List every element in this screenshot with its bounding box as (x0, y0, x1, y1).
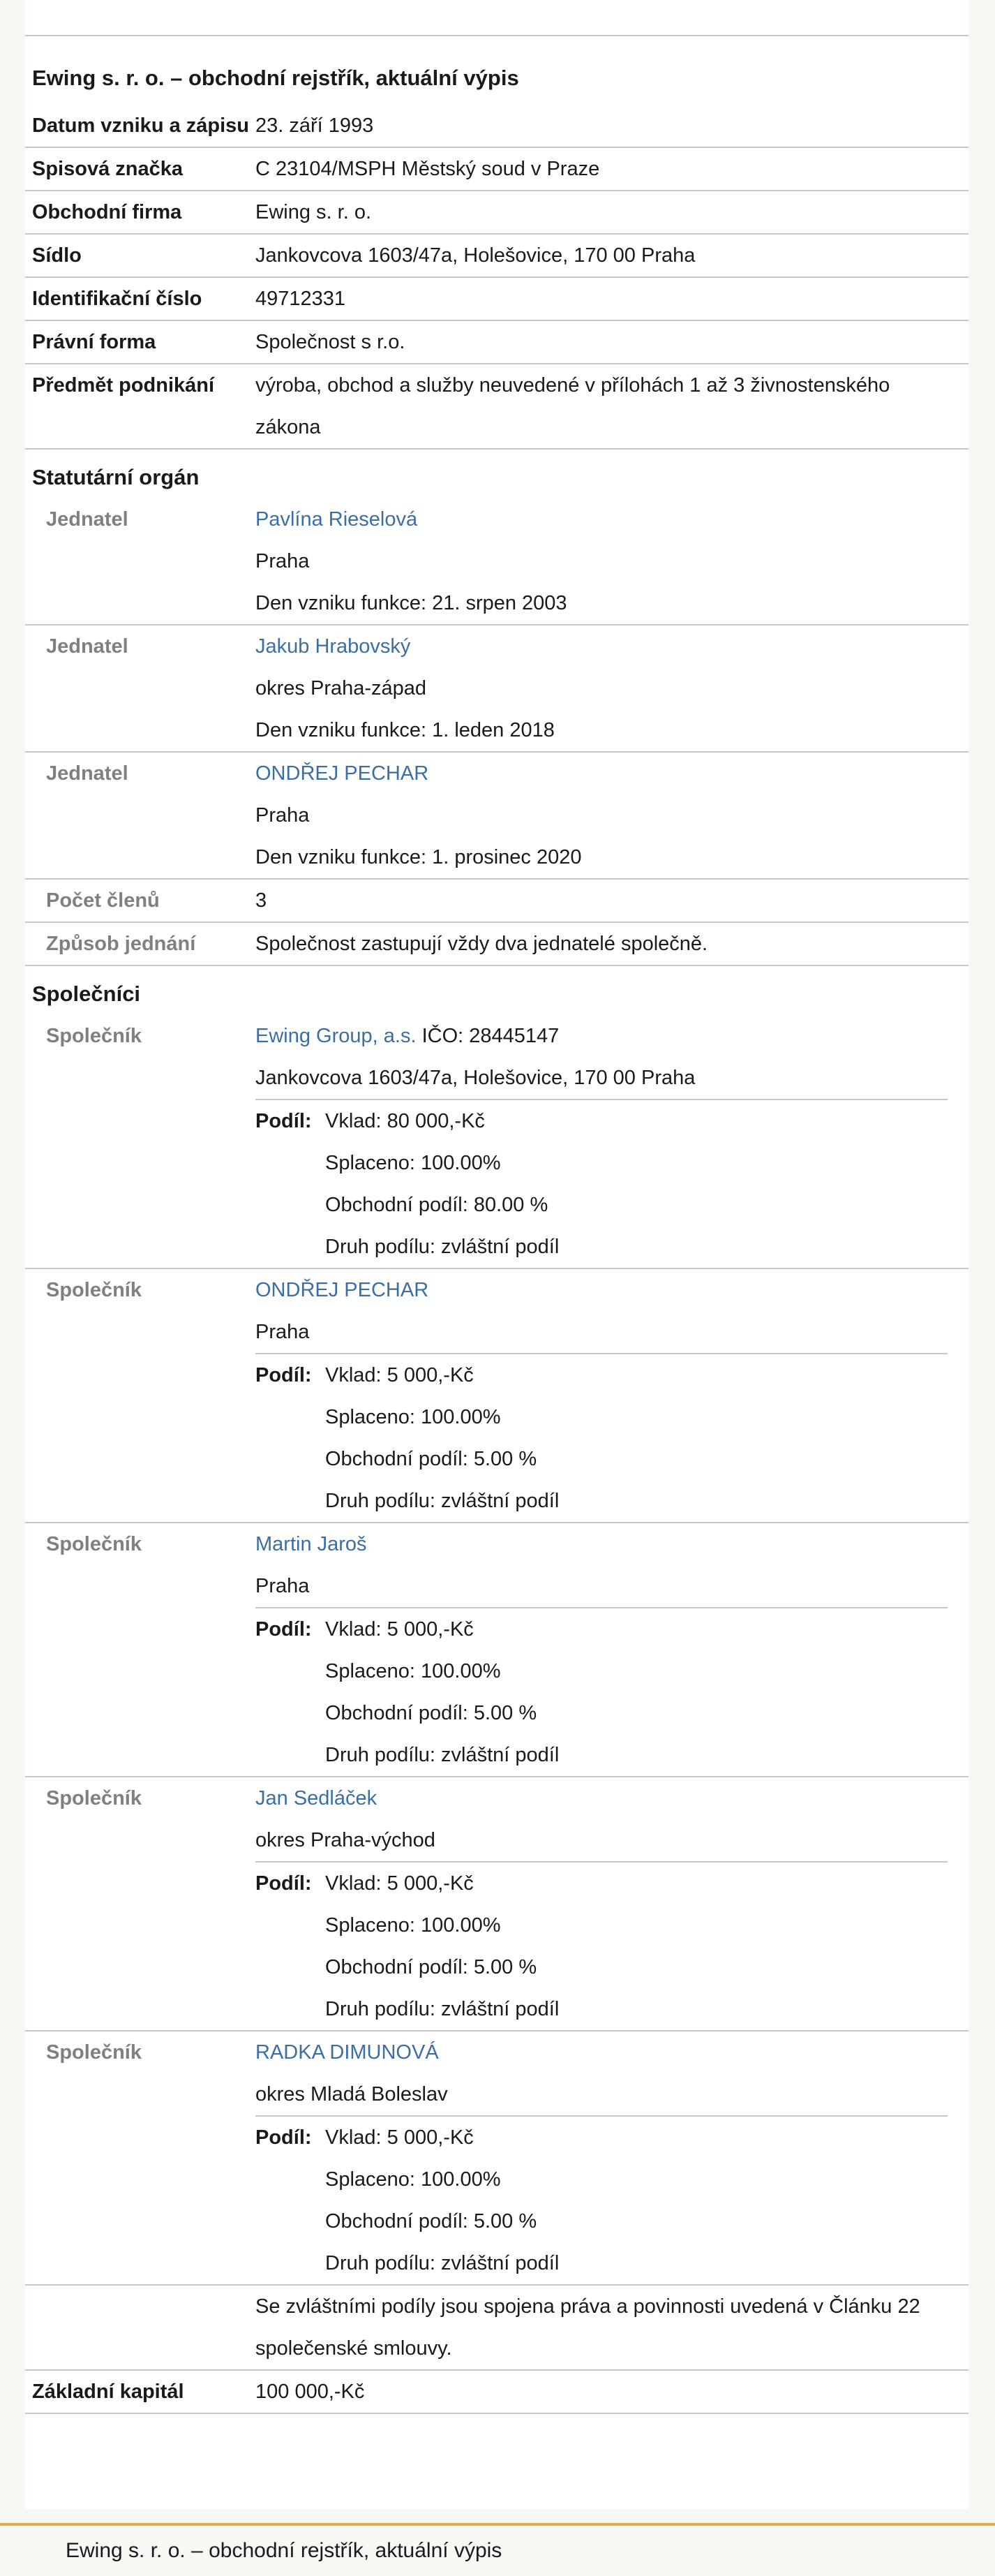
acting-method-label: Způsob jednání (46, 933, 196, 955)
field-value: Jankovcova 1603/47a, Holešovice, 170 00 Praha (255, 244, 696, 267)
footer-title: Ewing s. r. o. – obchodní rejstřík, aktuální výpis (66, 2539, 502, 2562)
company-fields (25, 105, 968, 450)
field-label: Sídlo (32, 244, 82, 267)
field-label: Předmět podnikání (32, 374, 215, 397)
field-row (25, 321, 968, 364)
member-name-link[interactable]: Pavlína Rieselová (255, 508, 418, 531)
partner-row (25, 1269, 968, 1523)
statutory-member-row (25, 498, 968, 626)
partner-details (255, 1015, 968, 1268)
statutory-section-title: Statutární orgán (32, 465, 200, 489)
share-deposit: Vklad: 5 000,-Kč (325, 1618, 474, 1641)
partner-details (255, 1523, 968, 1776)
statutory-member-row (25, 753, 968, 880)
member-details (255, 498, 968, 624)
field-value: Společnost s r.o. (255, 331, 405, 353)
capital-row (25, 2371, 968, 2414)
share-deposit: Vklad: 80 000,-Kč (325, 1110, 485, 1132)
partners-note-value: Se zvláštními podíly jsou spojena práva a povinnosti uvedená v Článku 22 společenské smlouvy. (255, 2295, 920, 2360)
field-label: Datum vzniku a zápisu (32, 114, 250, 137)
share-label: Podíl: (255, 1364, 312, 1386)
member-role: Jednatel (46, 635, 128, 658)
field-label: Spisová značka (32, 158, 183, 180)
partner-place: okres Mladá Boleslav (255, 2083, 448, 2105)
partner-place: Jankovcova 1603/47a, Holešovice, 170 00 Praha (255, 1067, 696, 1089)
field-value: C 23104/MSPH Městský soud v Praze (255, 158, 600, 180)
share-label: Podíl: (255, 2126, 312, 2149)
partner-name-line (255, 1777, 948, 1819)
page-title: Ewing s. r. o. – obchodní rejstřík, aktuální výpis (32, 66, 519, 90)
member-place: Praha (255, 804, 310, 827)
share-type: Druh podílu: zvláštní podíl (325, 1998, 560, 2020)
field-label: Obchodní firma (32, 201, 182, 223)
partner-name-line (255, 2031, 948, 2073)
capital-label: Základní kapitál (32, 2381, 184, 2403)
share-type: Druh podílu: zvláštní podíl (325, 1744, 560, 1766)
partners-note-row (25, 2286, 968, 2371)
member-name-link[interactable]: ONDŘEJ PECHAR (255, 762, 429, 785)
share-type: Druh podílu: zvláštní podíl (325, 1236, 560, 1258)
share-paid: Splaceno: 100.00% (325, 1660, 501, 1682)
member-count-label: Počet členů (46, 889, 160, 912)
member-details (255, 753, 968, 878)
partner-name-link[interactable]: ONDŘEJ PECHAR (255, 1279, 429, 1301)
member-role: Jednatel (46, 508, 128, 531)
partner-role: Společník (46, 1533, 142, 1555)
field-value: 49712331 (255, 288, 346, 310)
member-name-link[interactable]: Jakub Hrabovský (255, 635, 411, 658)
partner-place: okres Praha-východ (255, 1829, 435, 1851)
partner-share (255, 2117, 948, 2284)
share-label: Podíl: (255, 1110, 312, 1132)
member-since: Den vzniku funkce: 1. prosinec 2020 (255, 846, 582, 868)
share-business: Obchodní podíl: 5.00 % (325, 1702, 537, 1724)
partner-row (25, 1523, 968, 1777)
field-row (25, 105, 968, 148)
share-deposit: Vklad: 5 000,-Kč (325, 1364, 474, 1386)
member-details (255, 626, 968, 751)
partner-name-link[interactable]: Jan Sedláček (255, 1787, 377, 1809)
member-place: Praha (255, 550, 310, 572)
capital-value: 100 000,-Kč (255, 2381, 365, 2403)
share-values (325, 2117, 559, 2284)
statutory-member-row (25, 626, 968, 753)
partner-details (255, 1269, 968, 1522)
member-since: Den vzniku funkce: 21. srpen 2003 (255, 592, 567, 614)
share-type: Druh podílu: zvláštní podíl (325, 2252, 560, 2274)
partners-list (25, 1015, 968, 2286)
share-label: Podíl: (255, 1618, 312, 1641)
field-row (25, 278, 968, 321)
partner-role: Společník (46, 1025, 142, 1047)
statutory-members (25, 498, 968, 880)
partner-row (25, 2031, 968, 2286)
field-row (25, 235, 968, 278)
partner-row (25, 1777, 968, 2031)
member-since: Den vzniku funkce: 1. leden 2018 (255, 719, 555, 741)
partner-place: Praha (255, 1321, 310, 1343)
share-business: Obchodní podíl: 5.00 % (325, 1448, 537, 1470)
share-business: Obchodní podíl: 5.00 % (325, 1956, 537, 1978)
field-row (25, 148, 968, 191)
field-label: Identifikační číslo (32, 288, 202, 310)
partner-details (255, 1777, 968, 2030)
partner-share (255, 1354, 948, 1522)
partner-share (255, 1863, 948, 2030)
partner-details (255, 2031, 968, 2284)
partner-place: Praha (255, 1575, 310, 1597)
partners-note-label (32, 2286, 255, 2369)
top-divider (25, 35, 968, 36)
register-extract-page (25, 0, 968, 2509)
share-deposit: Vklad: 5 000,-Kč (325, 1872, 474, 1895)
partner-share (255, 1608, 948, 1776)
share-type: Druh podílu: zvláštní podíl (325, 1490, 560, 1512)
partner-row (25, 1015, 968, 1269)
partners-section-title: Společníci (32, 982, 141, 1006)
share-label: Podíl: (255, 1872, 312, 1895)
share-business: Obchodní podíl: 80.00 % (325, 1194, 548, 1216)
partner-name-line (255, 1015, 948, 1057)
share-values (325, 1608, 559, 1776)
field-value: Ewing s. r. o. (255, 201, 372, 223)
partner-name-line (255, 1523, 948, 1565)
share-values (325, 1100, 559, 1268)
partner-role: Společník (46, 1279, 142, 1301)
partner-role: Společník (46, 2041, 142, 2064)
partner-name-link[interactable]: RADKA DIMUNOVÁ (255, 2041, 439, 2064)
partner-name-link[interactable]: Martin Jaroš (255, 1533, 367, 1555)
field-value: výroba, obchod a služby neuvedené v přílohách 1 až 3 živnostenského zákona (255, 374, 890, 438)
field-row (25, 364, 968, 450)
partner-name-line (255, 1269, 948, 1311)
acting-method-value: Společnost zastupují vždy dva jednatelé společně. (255, 933, 708, 955)
member-role: Jednatel (46, 762, 128, 785)
partner-ico: IČO: 28445147 (421, 1025, 560, 1047)
share-paid: Splaceno: 100.00% (325, 1152, 501, 1174)
member-place: okres Praha-západ (255, 677, 427, 699)
partner-name-link[interactable]: Ewing Group, a.s. (255, 1025, 417, 1047)
partner-role: Společník (46, 1787, 142, 1809)
partner-share (255, 1100, 948, 1268)
field-row (25, 191, 968, 235)
share-values (325, 1863, 559, 2030)
share-values (325, 1354, 559, 1522)
field-value: 23. září 1993 (255, 114, 374, 137)
acting-method-row (25, 923, 968, 966)
share-paid: Splaceno: 100.00% (325, 2168, 501, 2191)
member-count-value: 3 (255, 889, 267, 912)
share-paid: Splaceno: 100.00% (325, 1406, 501, 1428)
share-deposit: Vklad: 5 000,-Kč (325, 2126, 474, 2149)
register-content (25, 105, 968, 2414)
share-business: Obchodní podíl: 5.00 % (325, 2210, 537, 2233)
field-label: Právní forma (32, 331, 156, 353)
share-paid: Splaceno: 100.00% (325, 1914, 501, 1937)
footer-bar (0, 2523, 995, 2526)
member-count-row (25, 880, 968, 923)
